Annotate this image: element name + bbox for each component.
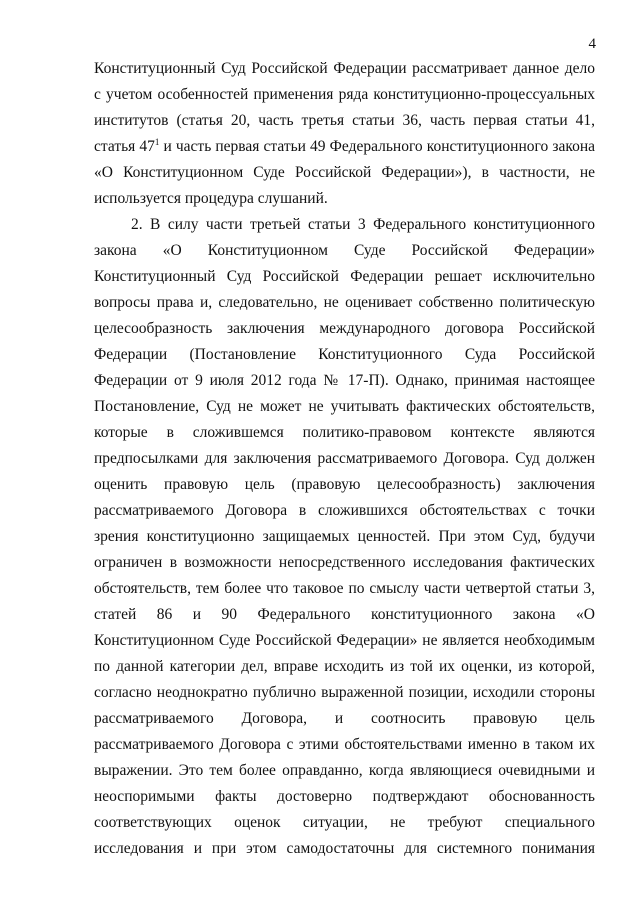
paragraph-1 [94,56,595,212]
text-line: оценить правовую цель (правовую целесообразность) заключения [94,476,595,493]
text-line: Конституционном Суде Российской Федерации» не является необходимым [94,632,595,649]
text-line: согласно неоднократно публично выраженной позиции, исходили стороны [94,684,595,701]
text-line: закона «О Конституционном Суде Российской Федерации» [94,242,595,259]
text-line: зрения конституционно защищаемых ценностей. При этом Суд, будучи [94,528,595,545]
text-line: исследования и при этом самодостаточны для системного понимания [94,840,595,857]
text-line: предпосылками для заключения рассматриваемого Договора. Суд должен [94,450,595,467]
text-line: Федерации (Постановление Конституционного Суда Российской [94,346,595,363]
text-line: рассматриваемого Договора в сложившихся обстоятельствах с точки [94,502,595,519]
text-line: рассматриваемого Договора с этими обстоятельствами именно в таком их [94,736,595,753]
paragraph-2 [94,212,595,862]
text-line: соответствующих оценок ситуации, не требуют специального [94,814,595,831]
text-line: целесообразность заключения международного договора Российской [94,320,595,337]
text-line: Конституционный Суд Российской Федерации решает исключительно [94,268,595,285]
text-line: которые в сложившемся политико-правовом контексте являются [94,424,595,441]
text-line: 2. В силу части третьей статьи 3 Федерального конституционного [131,216,595,233]
page-number: 4 [588,36,596,52]
text-line: выражении. Это тем более оправданно, когда являющиеся очевидными и [94,762,595,779]
document-body [94,56,595,862]
text-line: Федерации от 9 июля 2012 года № 17-П). Однако, принимая настоящее [94,372,595,389]
text-fragment: и часть первая статьи 49 Федерального конституционного закона [159,138,595,155]
text-line: вопросы права и, следовательно, не оценивает собственно политическую [94,294,595,311]
text-line: институтов (статья 20, часть третья статьи 36, часть первая статьи 41, [94,112,595,129]
text-line: используется процедура слушаний. [94,190,328,207]
text-line: Постановление, Суд не может не учитывать фактических обстоятельств, [94,398,595,415]
text-line: с учетом особенностей применения ряда конституционно-процессуальных [94,86,595,103]
text-line: «О Конституционном Суде Российской Федерации»), в частности, не [94,164,595,181]
text-line: неоспоримыми факты достоверно подтверждают обоснованность [94,788,595,805]
text-line: рассматриваемого Договора, и соотносить правовую цель [94,710,595,727]
superscript-index: 1 [154,137,160,147]
text-line: ограничен в возможности непосредственного исследования фактических [94,554,595,571]
text-line-with-footnote [94,134,595,160]
text-fragment: статья 47 [94,138,155,155]
text-line: обстоятельств, тем более что таковое по смыслу части четвертой статьи 3, [94,580,595,597]
text-line: по данной категории дел, вправе исходить из той их оценки, из которой, [94,658,595,675]
text-line: статей 86 и 90 Федерального конституционного закона «О [94,606,595,623]
text-line: Конституционный Суд Российской Федерации рассматривает данное дело [94,60,595,77]
